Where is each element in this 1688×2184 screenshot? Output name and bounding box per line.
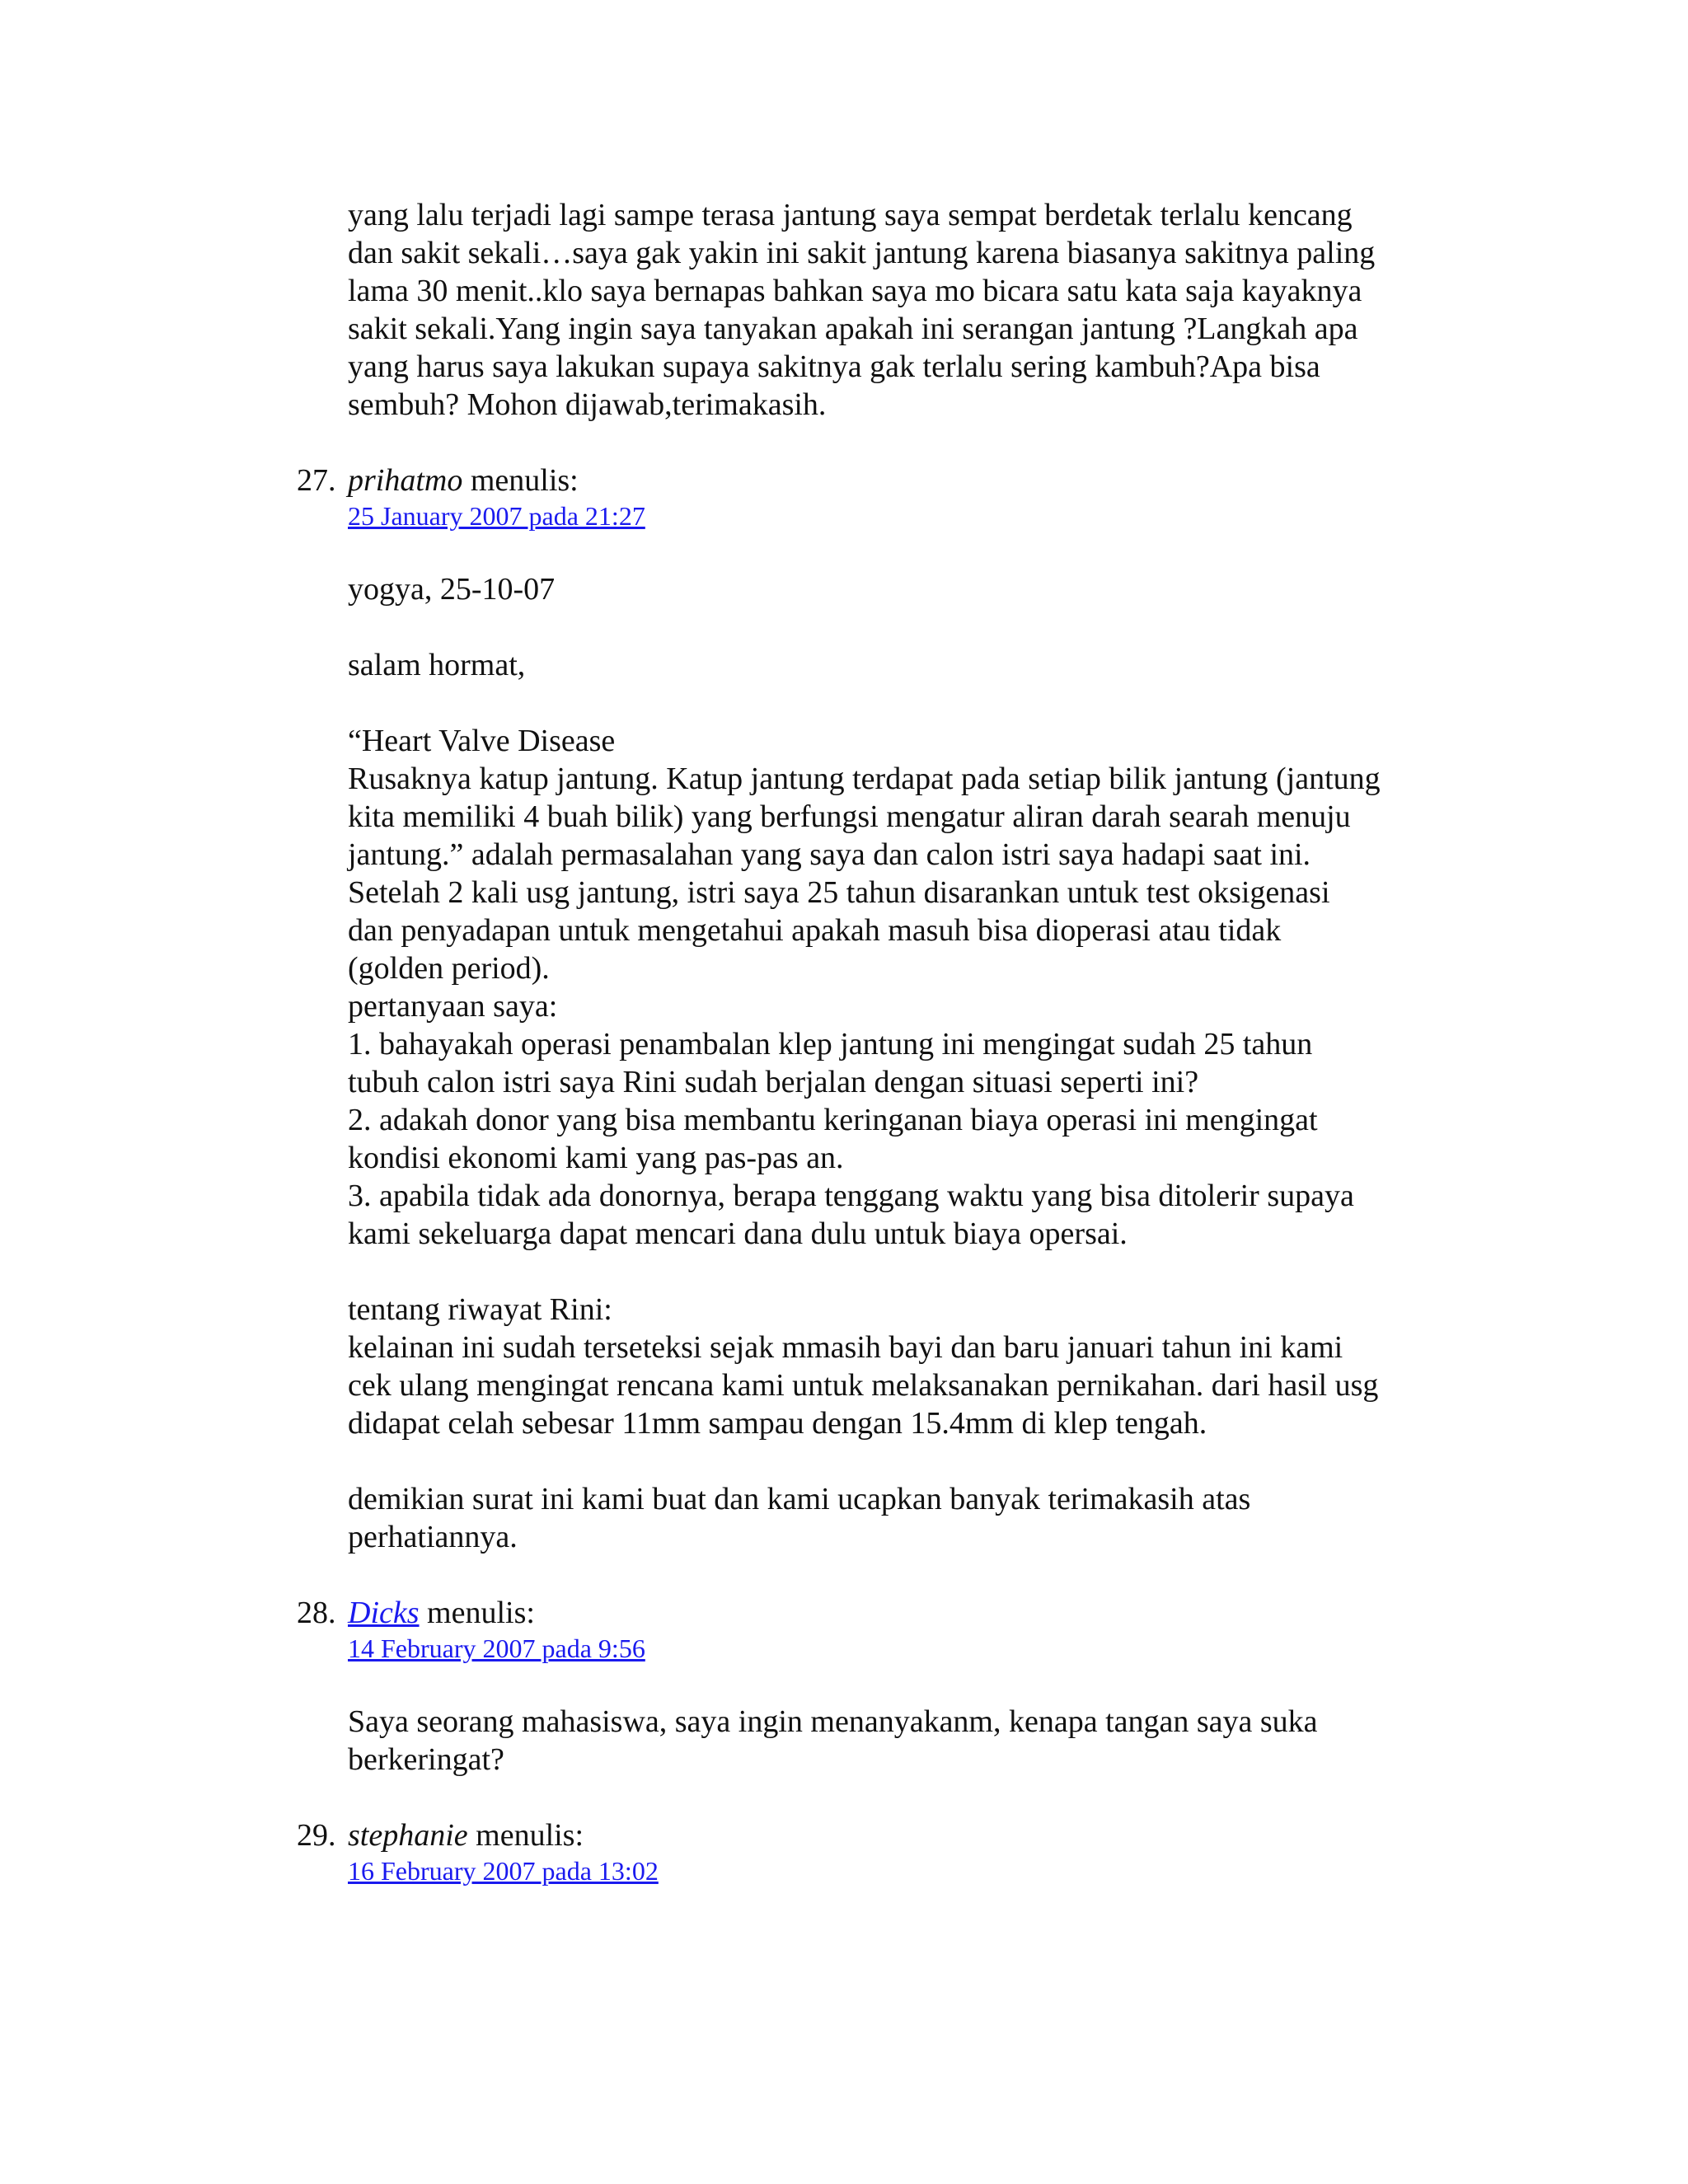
text-line: 3. apabila tidak ada donornya, berapa tenggang waktu yang bisa ditolerir supaya (348, 1179, 1354, 1213)
wrote-label: menulis: (476, 1818, 584, 1853)
text-line: didapat celah sebesar 11mm sampau dengan 15.4mm di klep tengah. (348, 1406, 1207, 1441)
text-line: 2. adakah donor yang bisa membantu keringanan biaya operasi ini mengingat (348, 1103, 1318, 1137)
previous-comment-continuation (348, 196, 1452, 424)
comment-date-link[interactable]: 25 January 2007 pada 21:27 (348, 501, 645, 531)
text-line: Saya seorang mahasiswa, saya ingin menanyakanm, kenapa tangan saya suka (348, 1704, 1318, 1739)
comment-paragraph (348, 1480, 1452, 1556)
text-line: kami sekeluarga dapat mencari dana dulu untuk biaya opersai. (348, 1216, 1128, 1251)
comment-paragraph (348, 722, 1452, 1253)
comment-date-link[interactable]: 14 February 2007 pada 9:56 (348, 1633, 645, 1663)
wrote-label: menulis: (427, 1596, 535, 1630)
comment-27 (297, 462, 1452, 1556)
text-line: “Heart Valve Disease (348, 724, 616, 758)
text-line: dan sakit sekali…saya gak yakin ini sakit jantung karena biasanya sakitnya paling (348, 236, 1376, 270)
comment-number: 28. (297, 1596, 336, 1630)
text-line: kelainan ini sudah terseteksi sejak mmasih bayi dan baru januari tahun ini kami (348, 1330, 1343, 1365)
text-line: sembuh? Mohon dijawab,terimakasih. (348, 387, 827, 422)
text-line: pertanyaan saya: (348, 989, 558, 1024)
author-line (348, 1816, 1452, 1854)
author-line (348, 462, 1452, 499)
author-name: stephanie (348, 1818, 468, 1853)
text-line: salam hormat, (348, 648, 526, 682)
text-line: Setelah 2 kali usg jantung, istri saya 25 tahun disarankan untuk test oksigenasi (348, 875, 1330, 910)
text-line: tentang riwayat Rini: (348, 1292, 612, 1327)
text-line: demikian surat ini kami buat dan kami ucapkan banyak terimakasih atas (348, 1482, 1251, 1516)
comment-paragraph (348, 1703, 1452, 1779)
text-line: dan penyadapan untuk mengetahui apakah masuh bisa dioperasi atau tidak (348, 913, 1282, 948)
text-line: kita memiliki 4 buah bilik) yang berfungsi mengatur aliran darah searah menuju (348, 799, 1351, 834)
text-line: berkeringat? (348, 1742, 504, 1777)
text-line: cek ulang mengingat rencana kami untuk melaksanakan pernikahan. dari hasil usg (348, 1368, 1379, 1403)
text-line: yogya, 25-10-07 (348, 572, 556, 607)
author-name-link[interactable]: Dicks (348, 1596, 420, 1630)
author-name: prihatmo (348, 463, 463, 498)
text-line: lama 30 menit..klo saya bernapas bahkan saya mo bicara satu kata saja kayaknya (348, 274, 1362, 308)
comment-paragraph (348, 1291, 1452, 1442)
comment-number: 29. (297, 1818, 336, 1853)
text-line: perhatiannya. (348, 1520, 518, 1554)
comment-content (297, 196, 1452, 1887)
text-line: Rusaknya katup jantung. Katup jantung terdapat pada setiap bilik jantung (jantung (348, 762, 1381, 796)
comment-number: 27. (297, 463, 336, 498)
text-line: kondisi ekonomi kami yang pas-pas an. (348, 1141, 844, 1175)
text-line: 1. bahayakah operasi penambalan klep jantung ini mengingat sudah 25 tahun (348, 1027, 1313, 1062)
wrote-label: menulis: (470, 463, 579, 498)
text-line: jantung.” adalah permasalahan yang saya dan calon istri saya hadapi saat ini. (348, 837, 1311, 872)
comment-28 (297, 1594, 1452, 1779)
text-line: tubuh calon istri saya Rini sudah berjalan dengan situasi seperti ini? (348, 1065, 1199, 1099)
text-line: yang harus saya lakukan supaya sakitnya gak terlalu sering kambuh?Apa bisa (348, 349, 1320, 384)
text-line: (golden period). (348, 951, 550, 986)
comment-29 (297, 1816, 1452, 1887)
text-line: sakit sekali.Yang ingin saya tanyakan apakah ini serangan jantung ?Langkah apa (348, 312, 1358, 346)
comment-date-link[interactable]: 16 February 2007 pada 13:02 (348, 1856, 659, 1886)
text-line: yang lalu terjadi lagi sampe terasa jantung saya sempat berdetak terlalu kencang (348, 198, 1353, 232)
author-line (348, 1594, 1452, 1632)
